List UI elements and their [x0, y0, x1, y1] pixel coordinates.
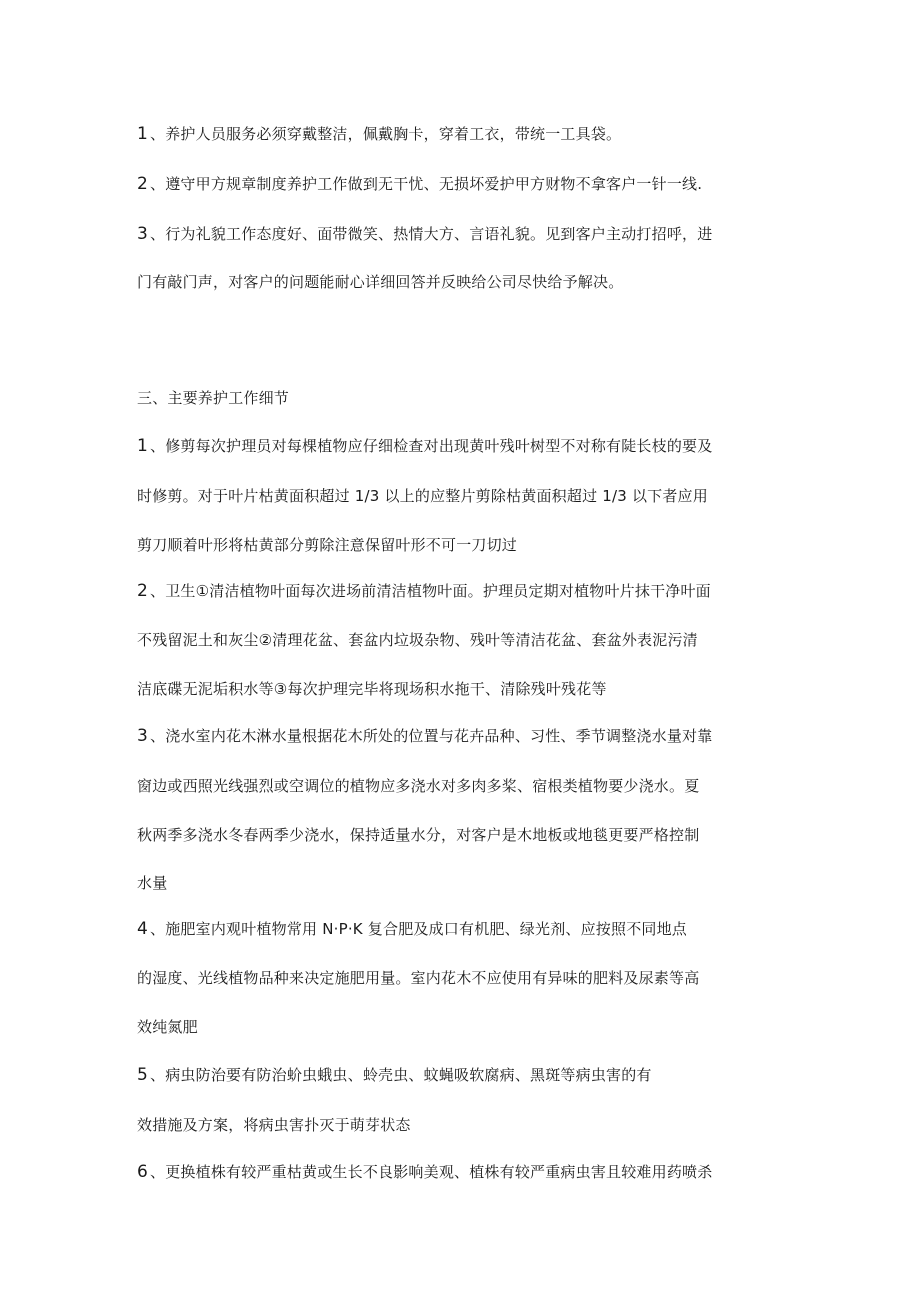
detail-item-1-line-2: 时修剪。对于叶片枯黄面积超过 1/3 以上的应整片剪除枯黄面积超过 1/3 以下者应用	[137, 487, 708, 505]
detail-item-4-line-3: 效纯氮肥	[137, 1018, 198, 1036]
item-text: 、遵守甲方规章制度养护工作做到无干忧、无损坏爱护甲方财物不拿客户一针一线.	[150, 175, 703, 193]
item-number: 6	[137, 1162, 149, 1182]
rule-item-2	[137, 174, 702, 194]
detail-item-3	[137, 726, 712, 746]
item-number: 1	[137, 124, 149, 144]
item-number: 2	[137, 174, 149, 194]
detail-item-4	[137, 919, 687, 939]
item-text: 、行为礼貌工作态度好、面带微笑、热情大方、言语礼貌。见到客户主动打招呼，进	[150, 225, 713, 243]
item-number: 1	[137, 436, 149, 456]
detail-item-6	[137, 1162, 712, 1182]
item-number: 3	[137, 726, 149, 746]
section-heading: 三、主要养护工作细节	[137, 389, 290, 407]
item-number: 4	[137, 919, 149, 939]
rule-item-3	[137, 224, 712, 244]
item-text: 门有敲门声，对客户的问题能耐心详细回答并反映给公司尽快给予解决。	[137, 273, 624, 291]
rule-item-3-line-2	[137, 272, 623, 292]
detail-item-2-line-3: 洁底碟无泥垢积水等③每次护理完毕将现场积水拖干、清除残叶残花等	[137, 680, 607, 698]
item-text: 、卫生①清洁植物叶面每次进场前清洁植物叶面。护理员定期对植物叶片抹干净叶面	[150, 582, 711, 600]
detail-item-3-line-2: 窗边或西照光线强烈或空调位的植物应多浇水对多肉多桨、宿根类植物要少浇水。夏	[137, 777, 700, 795]
detail-item-1	[137, 436, 712, 456]
item-text: 、病虫防治要有防治蚧虫蛾虫、蛉壳虫、蚊蝇吸软腐病、黑斑等病虫害的有	[150, 1066, 652, 1084]
item-text: 、浇水室内花木淋水量根据花木所处的位置与花卉品种、习性、季节调整浇水量对靠	[150, 727, 713, 745]
item-number: 3	[137, 224, 149, 244]
detail-item-5-line-2: 效措施及方案，将病虫害扑灭于萌芽状态	[137, 1116, 411, 1134]
detail-item-3-line-3: 秋两季多浇水冬春两季少浇水，保持适量水分，对客户是木地板或地毯更要严格控制	[137, 826, 700, 844]
item-text: 、养护人员服务必须穿戴整洁，佩戴胸卡，穿着工衣，带统一工具袋。	[150, 125, 622, 143]
detail-item-5	[137, 1065, 652, 1085]
item-number: 5	[137, 1065, 149, 1085]
rule-item-1	[137, 124, 621, 144]
item-text: 、更换植株有较严重枯黄或生长不良影响美观、植株有较严重病虫害且较难用药喷杀	[150, 1163, 713, 1181]
detail-item-4-line-2: 的湿度、光线植物品种来决定施肥用量。室内花木不应使用有异味的肥料及尿素等高	[137, 969, 700, 987]
item-text: 、施肥室内观叶植物常用 N·P·K 复合肥及成口有机肥、绿光剂、应按照不同地点	[150, 920, 688, 938]
detail-item-2-line-2: 不残留泥土和灰尘②清理花盆、套盆内垃圾杂物、残叶等清洁花盆、套盆外表泥污清	[137, 631, 698, 649]
item-number: 2	[137, 581, 149, 601]
item-text: 、修剪每次护理员对每棵植物应仔细检查对出现黄叶残叶树型不对称有陡长枝的要及	[150, 437, 713, 455]
detail-item-3-line-4: 水量	[137, 874, 168, 892]
detail-item-1-line-3: 剪刀顺着叶形将枯黄部分剪除注意保留叶形不可一刀切过	[137, 536, 518, 554]
detail-item-2	[137, 581, 711, 601]
